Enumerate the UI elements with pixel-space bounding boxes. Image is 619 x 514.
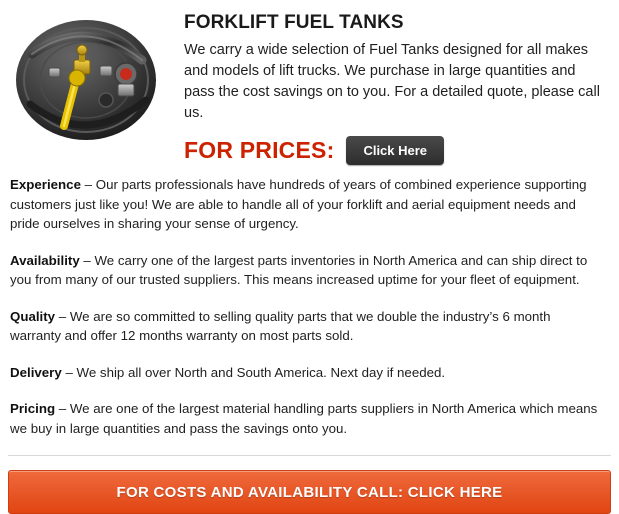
prices-row	[184, 136, 609, 165]
product-image	[4, 4, 176, 158]
for-prices-label: FOR PRICES:	[184, 137, 335, 163]
feature-lead: Pricing	[10, 401, 56, 416]
feature-lead: Experience	[10, 177, 81, 192]
list-item	[10, 307, 605, 346]
list-item	[10, 175, 605, 234]
feature-text: – We ship all over North and South America. Next day if needed.	[61, 364, 446, 380]
feature-lead: Availability	[10, 252, 80, 268]
forklift-fuel-tank-icon	[6, 8, 174, 158]
hero-section	[0, 0, 619, 165]
feature-text: – Our parts professionals have hundreds of years of combined experience supporting customers just like you! We are able to handle all of your forklift and aerial equipment needs and pride ourselves in sharing your sense of urgency.	[10, 177, 587, 231]
feature-text: – We are one of the largest material handling parts suppliers in North America which means we buy in large quantities and pass the savings onto you.	[10, 401, 598, 436]
cta-banner-button[interactable]	[8, 470, 611, 514]
list-item	[10, 399, 605, 438]
feature-text: – We carry one of the largest parts inventories in North America and can ship direct to you from many of our trusted suppliers. This means increased uptime for your fleet of equipment.	[10, 252, 588, 287]
intro-paragraph: We carry a wide selection of Fuel Tanks designed for all makes and models of lift trucks. We purchase in large quantities and pass the cost savings on to you. For a detailed quote, please call us.	[184, 42, 600, 121]
divider	[8, 455, 611, 456]
cta-banner-label: FOR COSTS AND AVAILABILITY CALL: CLICK HERE	[116, 483, 503, 501]
click-here-button[interactable]: Click Here	[346, 136, 444, 165]
hero-copy	[176, 4, 609, 165]
features-list	[0, 165, 619, 438]
feature-text: – We are so committed to selling quality parts that we double the industry’s 6 month warranty and offer 12 months warranty on most parts sold.	[10, 308, 551, 343]
feature-lead: Quality	[10, 308, 56, 324]
list-item	[10, 363, 605, 383]
page-title: FORKLIFT FUEL TANKS	[184, 12, 404, 33]
list-item	[10, 251, 605, 290]
feature-lead: Delivery	[10, 364, 62, 380]
